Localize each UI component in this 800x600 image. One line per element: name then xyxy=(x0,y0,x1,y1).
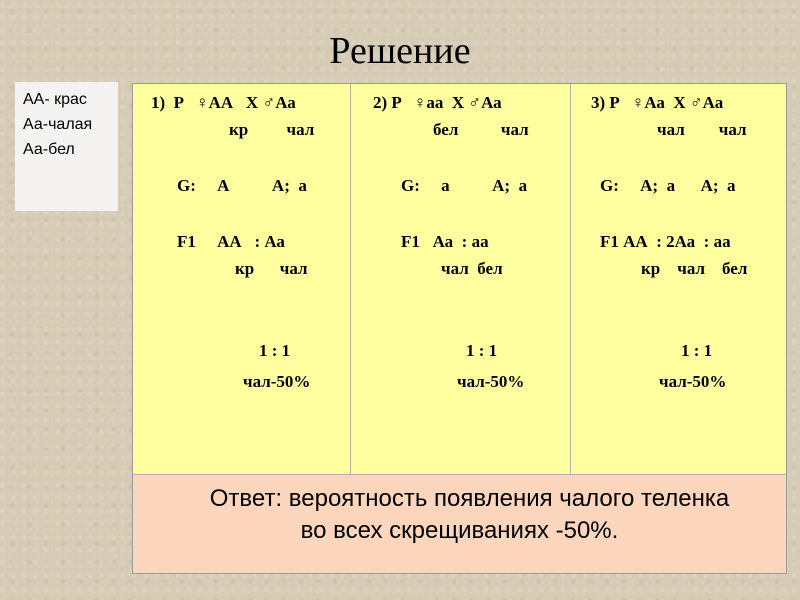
cross-offspring-phenotypes: кр чал xyxy=(235,259,308,278)
cross-parent-phenotypes: бел чал xyxy=(433,120,529,139)
legend-item: Аа-бел xyxy=(23,141,75,158)
cross-offspring: F1 Аа : аа xyxy=(401,232,489,251)
cross-cell-3 xyxy=(571,84,786,474)
solution-table xyxy=(132,83,787,574)
cross-ratio: 1 : 1 xyxy=(259,341,291,360)
cross-offspring: F1 АА : 2Аа : аа xyxy=(600,232,731,251)
cross-probability: чал-50% xyxy=(659,372,727,391)
legend-item: АА- крас xyxy=(23,91,87,108)
cross-parent-phenotypes: чал чал xyxy=(657,120,747,139)
answer-line: Ответ: вероятность появления чалого теленка xyxy=(209,485,730,512)
cross-parents: 1) P ♀АА Х ♂Аа xyxy=(151,93,296,112)
cross-gametes: G: а А; а xyxy=(401,176,528,195)
cross-offspring: F1 АА : Аа xyxy=(177,232,285,251)
cross-ratio: 1 : 1 xyxy=(681,341,713,360)
legend-item: Аа-чалая xyxy=(23,116,93,133)
cross-gametes: G: А А; а xyxy=(177,176,307,195)
cross-parent-phenotypes: кр чал xyxy=(229,120,315,139)
page-title: Решение xyxy=(329,30,471,72)
cross-parents: 3) P ♀Аа Х ♂Аа xyxy=(591,93,724,112)
cross-probability: чал-50% xyxy=(243,372,311,391)
cross-ratio: 1 : 1 xyxy=(466,341,498,360)
cross-parents: 2) P ♀аа Х ♂Аа xyxy=(373,93,502,112)
answer-cell xyxy=(133,474,786,573)
cross-cell-1 xyxy=(133,84,351,474)
cross-offspring-phenotypes: кр чал бел xyxy=(641,259,748,278)
cross-gametes: G: А; а А; а xyxy=(600,176,736,195)
legend-box xyxy=(15,82,118,211)
cross-probability: чал-50% xyxy=(457,372,525,391)
cross-cell-2 xyxy=(351,84,571,474)
cross-offspring-phenotypes: чал бел xyxy=(441,259,503,278)
answer-line: во всех скрещиваниях -50%. xyxy=(300,517,619,544)
